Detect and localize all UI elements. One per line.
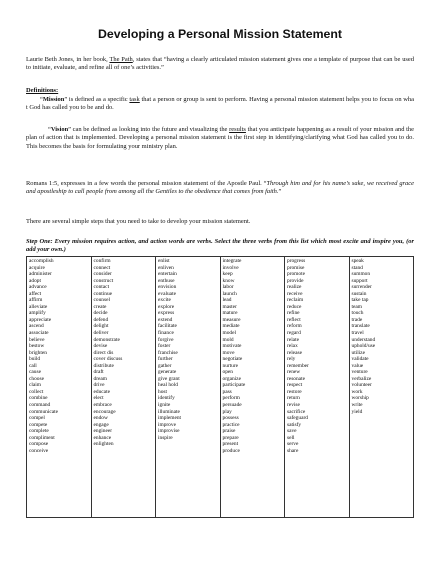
- verb-word: persuade: [222, 402, 242, 409]
- verb-word: enthuse: [158, 277, 175, 284]
- verb-word: contact: [93, 284, 110, 291]
- verb-word: regard: [287, 330, 301, 337]
- verb-word: keep: [222, 271, 233, 278]
- verb-word: franchise: [158, 349, 178, 356]
- verb-word: compete: [29, 421, 48, 428]
- verb-word: connect: [93, 264, 111, 271]
- verb-word: venture: [351, 369, 368, 376]
- verb-word: associate: [29, 330, 49, 337]
- verb-word: implement: [158, 415, 182, 422]
- verb-word: accomplish: [29, 258, 54, 264]
- verb-word: remember: [287, 362, 309, 369]
- verb-word: sacrifice: [287, 408, 306, 415]
- vision-rest: that you anticipate happening as a result of your mission and the plan of action that is implemented. Developing a personal mission statement is the first step in identifying/clarifying what God has called you to do. This becomes the basis for formulating your ministry plan.: [26, 126, 414, 150]
- verb-word: promote: [287, 271, 305, 278]
- verb-word: reflect: [287, 316, 301, 323]
- intro-rest: , states that “having a clearly articulated mission statement gives one a template of purpose that can be used to initiate, evaluate, and refine all of one’s activities.”: [26, 56, 415, 72]
- verb-word: share: [287, 447, 299, 454]
- verb-word: entertain: [158, 271, 177, 278]
- verb-word: compliment: [29, 434, 55, 441]
- verb-word: build: [29, 356, 41, 363]
- verb-word: validate: [351, 356, 369, 363]
- verb-word: create: [93, 303, 107, 310]
- verb-word: yield: [351, 408, 363, 415]
- verb-word: summon: [351, 271, 371, 278]
- verb-word: finance: [158, 330, 174, 337]
- verb-word: return: [287, 395, 300, 402]
- verb-word: play: [222, 408, 232, 415]
- verb-word: involve: [222, 264, 239, 271]
- verb-word: provide: [287, 277, 304, 284]
- verb-word: amplify: [29, 310, 46, 317]
- verb-word: ascend: [29, 323, 44, 330]
- step-one-heading: Step One: Every mission requires action, and action words are verbs. Select the three verbs from this list which most excite and inspire you, (or add your own.): [26, 238, 414, 254]
- verb-word: present: [222, 441, 239, 448]
- verb-word: continue: [93, 290, 113, 297]
- verb-word: release: [287, 349, 302, 356]
- verb-word: take tap: [351, 297, 369, 304]
- verb-word: receive: [287, 290, 303, 297]
- verb-word: reduce: [287, 303, 302, 310]
- verb-word: engineer: [93, 428, 113, 435]
- verb-word: progress: [287, 258, 306, 264]
- page-title: Developing a Personal Mission Statement: [98, 27, 342, 41]
- verb-word: administer: [29, 271, 52, 278]
- verb-word: identify: [158, 395, 175, 402]
- verb-word: enlighten: [93, 441, 114, 448]
- mission-term: Mission: [42, 96, 65, 103]
- verb-word: stand: [351, 264, 363, 271]
- mission-open-quote: “: [40, 96, 43, 103]
- verb-word: labor: [222, 284, 234, 291]
- verb-word: direct dis: [93, 349, 114, 356]
- verb-word: touch: [351, 310, 364, 317]
- verb-word: sustain: [351, 290, 367, 297]
- verb-word: mediate: [222, 323, 240, 330]
- verb-word: communicate: [29, 408, 59, 415]
- verb-word: cover discuss: [93, 356, 123, 363]
- verb-word: participate: [222, 382, 246, 389]
- verb-word: travel: [351, 330, 364, 337]
- verb-word: enhance: [93, 434, 112, 441]
- verb-word: adopt: [29, 277, 41, 284]
- verb-word: demonstrate: [93, 336, 120, 343]
- verb-word: complete: [29, 428, 49, 435]
- verb-word: engage: [93, 421, 109, 428]
- verb-word: ignite: [158, 402, 171, 409]
- verb-word: reform: [287, 323, 302, 330]
- verb-word: prepare: [222, 434, 239, 441]
- vision-term: Vision: [50, 126, 69, 133]
- verb-word: drive: [93, 382, 105, 389]
- verb-word: utilize: [351, 349, 365, 356]
- verb-word: excite: [158, 297, 171, 304]
- word-column-4: [220, 257, 285, 518]
- verb-word: improvise: [158, 428, 180, 435]
- romans-quote: Through him and for his name’s sake, we received grace and apostleship to call people from among all the Gentiles to the obedience that comes from faith.: [26, 180, 414, 196]
- verb-word: launch: [222, 290, 237, 297]
- verb-word: promise: [287, 264, 305, 271]
- verb-word: affirm: [29, 297, 43, 304]
- verb-word: write: [351, 402, 363, 409]
- verb-word: delight: [93, 323, 109, 330]
- vision-open-quote: “: [48, 126, 51, 133]
- verb-word: relate: [287, 336, 299, 343]
- verb-word: practice: [222, 421, 240, 428]
- verb-word: brighten: [29, 349, 47, 356]
- word-column-5: [285, 257, 350, 518]
- verb-word: master: [222, 303, 237, 310]
- verb-word: trade: [351, 316, 363, 323]
- verb-word: collect: [29, 388, 44, 395]
- verb-word: cause: [29, 369, 41, 376]
- verb-word: safeguard: [287, 415, 308, 422]
- verb-word: support: [351, 277, 368, 284]
- verb-word: encourage: [93, 408, 116, 415]
- verb-word: model: [222, 330, 236, 337]
- verb-word: compel: [29, 415, 45, 422]
- verb-word: lead: [222, 297, 232, 304]
- vision-definition: [26, 126, 414, 151]
- verb-word: dream: [93, 375, 107, 382]
- mission-task: task: [129, 96, 140, 103]
- intro-lead: Laurie Beth Jones, in her book,: [26, 56, 108, 63]
- verb-word: devise: [93, 343, 108, 350]
- book-title: The Path: [109, 56, 133, 63]
- mission-rest: that a person or group is sent to perform. Having a personal mission statement helps you to focus on wha t God has called you to be and do.: [26, 96, 415, 112]
- verb-word: measure: [222, 316, 241, 323]
- verb-word: foster: [158, 343, 171, 350]
- verb-word: move: [222, 349, 235, 356]
- verb-word: volunteer: [351, 382, 372, 389]
- verb-word: further: [158, 356, 173, 363]
- verb-word: speak: [351, 258, 364, 264]
- verb-word: rely: [287, 356, 296, 363]
- verb-word: uphold/use: [351, 343, 376, 350]
- intro-paragraph: [26, 56, 414, 73]
- mission-mid: ” is defined as a specific: [64, 96, 128, 103]
- mission-definition: [26, 96, 414, 113]
- verb-word: inspire: [158, 434, 173, 441]
- verb-word: mold: [222, 336, 234, 343]
- verb-word: revise: [287, 402, 300, 409]
- verb-word: renew: [287, 369, 301, 376]
- verb-word: possess: [222, 415, 239, 422]
- verb-word: know: [222, 277, 235, 284]
- verb-word: consider: [93, 271, 112, 278]
- verb-word: evaluate: [158, 290, 176, 297]
- verb-word: acquire: [29, 264, 45, 271]
- verb-word: give grant: [158, 375, 180, 382]
- steps-intro: There are several simple steps that you need to take to develop your mission statement.: [26, 218, 251, 225]
- verb-word: open: [222, 369, 233, 376]
- verb-word: heal hold: [158, 382, 178, 389]
- verb-word: defend: [93, 316, 109, 323]
- verb-word: respect: [287, 382, 303, 389]
- table-row: [27, 257, 414, 518]
- verb-word: endow: [93, 415, 108, 422]
- verb-word: work: [351, 388, 363, 395]
- verb-word: serve: [287, 441, 299, 448]
- word-column-2: [91, 257, 156, 518]
- verb-word: negotiate: [222, 356, 243, 363]
- romans-lead: Romans 1:5, expresses in a few words the personal mission statement of the Apostle Paul. “: [26, 180, 267, 187]
- verb-word: express: [158, 310, 175, 317]
- verb-word: refine: [287, 310, 300, 317]
- verb-word: believe: [29, 336, 45, 343]
- verb-word: gather: [158, 362, 172, 369]
- verb-word: choose: [29, 375, 44, 382]
- verb-word: draft: [93, 369, 104, 376]
- romans-close: ”: [278, 188, 282, 196]
- verb-word: team: [351, 303, 362, 310]
- verb-word: satisfy: [287, 421, 302, 428]
- verb-word: bestow: [29, 343, 45, 350]
- verb-word: nurture: [222, 362, 239, 369]
- verb-word: enliven: [158, 264, 174, 271]
- verb-word: surrender: [351, 284, 372, 291]
- verb-word: sell: [287, 434, 295, 441]
- verb-word: command: [29, 402, 51, 409]
- verb-word: organize: [222, 375, 241, 382]
- verb-word: enlist: [158, 258, 170, 264]
- verb-word: generate: [158, 369, 177, 376]
- verb-word: translate: [351, 323, 370, 330]
- verb-word: claim: [29, 382, 41, 389]
- verb-word: call: [29, 362, 37, 369]
- verb-word: envision: [158, 284, 177, 291]
- verb-word: praise: [222, 428, 236, 435]
- verb-word-table: [26, 256, 414, 518]
- vision-results: results: [229, 126, 246, 133]
- verb-word: restore: [287, 388, 302, 395]
- word-column-1: [27, 257, 92, 518]
- verb-word: pass: [222, 388, 232, 395]
- verb-word: conceive: [29, 447, 49, 454]
- vision-mid: ” can be defined as looking into the future and visualizing the: [68, 126, 228, 133]
- verb-word: combine: [29, 395, 48, 402]
- verb-word: mature: [222, 310, 238, 317]
- definitions-heading-text: Definitions:: [26, 87, 59, 94]
- word-column-6: [349, 257, 414, 518]
- verb-word: worship: [351, 395, 369, 402]
- verb-word: alleviate: [29, 303, 48, 310]
- verb-word: perform: [222, 395, 240, 402]
- verb-word: confirm: [93, 258, 111, 264]
- verb-word: value: [351, 362, 364, 369]
- verb-word: construct: [93, 277, 114, 284]
- verb-word: counsel: [93, 297, 110, 304]
- verb-word: appreciate: [29, 316, 52, 323]
- word-column-3: [156, 257, 221, 518]
- verb-word: relax: [287, 343, 298, 350]
- romans-paragraph: [26, 180, 414, 197]
- verb-word: affect: [29, 290, 42, 297]
- verb-word: reclaim: [287, 297, 304, 304]
- verb-word: decide: [93, 310, 108, 317]
- verb-word: extend: [158, 316, 173, 323]
- verb-word: save: [287, 428, 297, 435]
- verb-word: embrace: [93, 402, 112, 409]
- verb-word: educate: [93, 388, 110, 395]
- verb-word: integrate: [222, 258, 242, 264]
- verb-word: realize: [287, 284, 302, 291]
- verb-word: deliver: [93, 330, 109, 337]
- verb-word: produce: [222, 447, 240, 454]
- definitions-heading: [26, 87, 414, 95]
- verb-word: facilitate: [158, 323, 177, 330]
- verb-word: motivate: [222, 343, 242, 350]
- verb-word: understand: [351, 336, 376, 343]
- verb-word: compose: [29, 441, 49, 448]
- verb-word: advance: [29, 284, 47, 291]
- verb-word: verbalize: [351, 375, 372, 382]
- verb-word: explore: [158, 303, 175, 310]
- verb-word: illuminate: [158, 408, 180, 415]
- verb-word: elect: [93, 395, 104, 402]
- verb-word: distribute: [93, 362, 114, 369]
- verb-word: host: [158, 388, 167, 395]
- verb-word: resonate: [287, 375, 305, 382]
- verb-word: forgive: [158, 336, 174, 343]
- verb-word: improve: [158, 421, 176, 428]
